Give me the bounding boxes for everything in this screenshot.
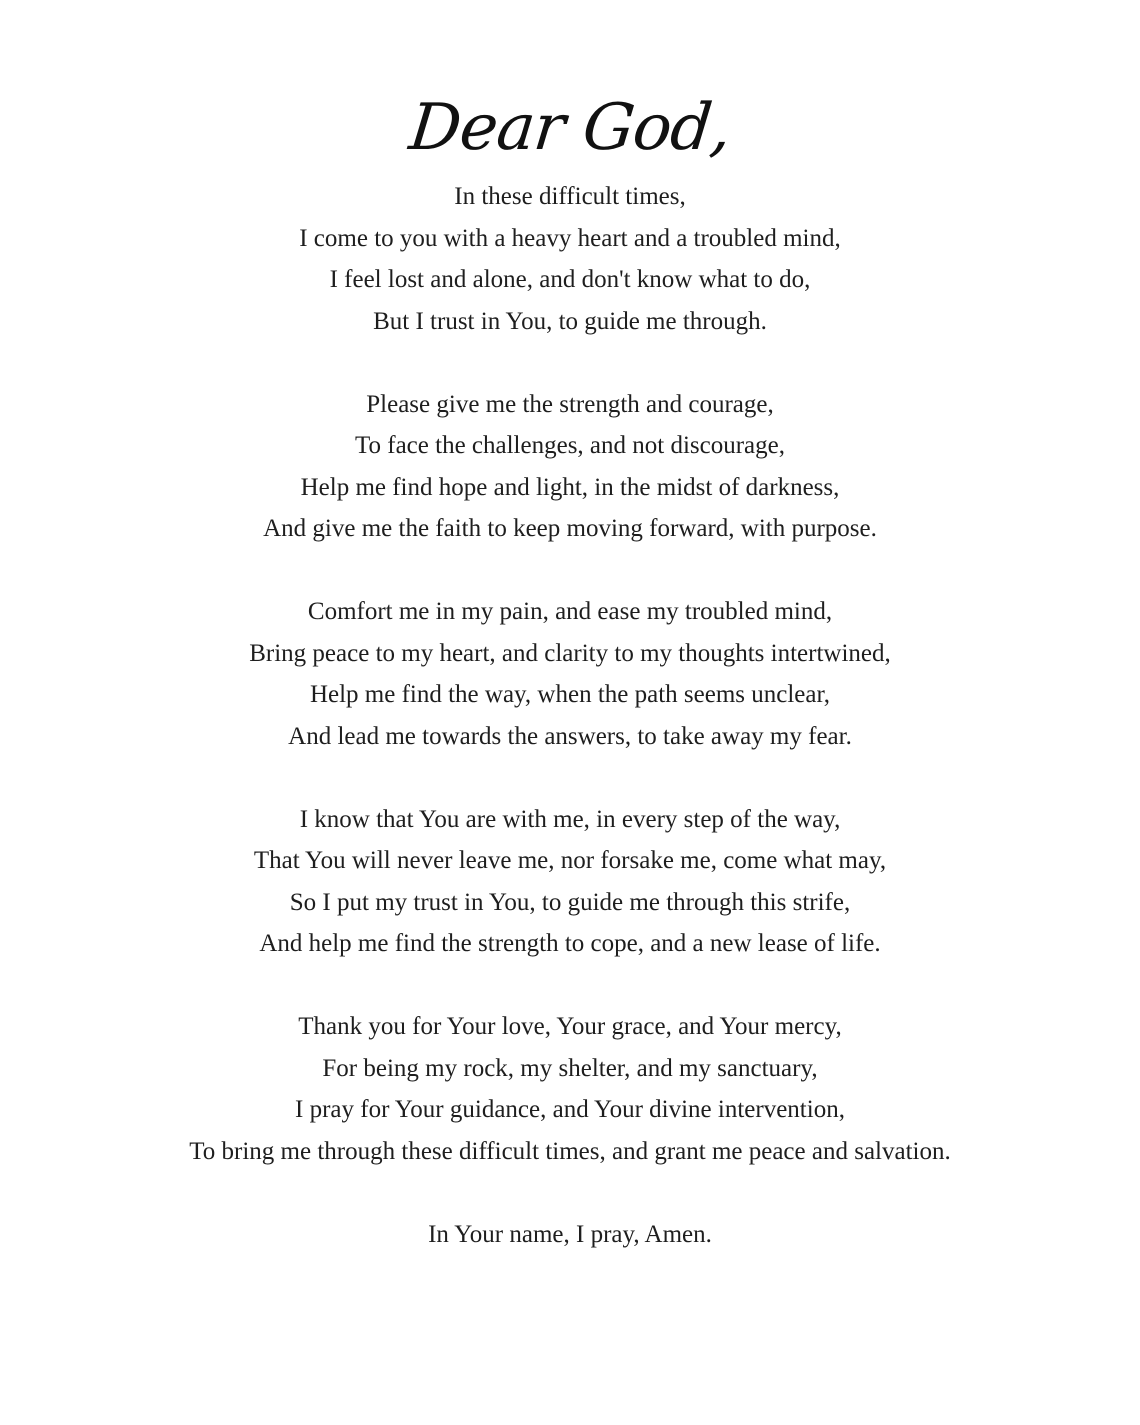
poem-line: I come to you with a heavy heart and a troubled mind, xyxy=(299,224,841,252)
stanza-2 xyxy=(0,384,1140,550)
poem-line: In Your name, I pray, Amen. xyxy=(428,1220,712,1248)
stanza-3 xyxy=(0,591,1140,757)
prayer-body xyxy=(0,176,1140,1297)
poem-line: Help me find hope and light, in the midst of darkness, xyxy=(300,473,840,501)
poem-line: Thank you for Your love, Your grace, and Your mercy, xyxy=(298,1013,842,1040)
poem-line: And give me the faith to keep moving forward, with purpose. xyxy=(263,515,877,542)
poem-line: In these difficult times, xyxy=(454,183,686,210)
poem-line: But I trust in You, to guide me through. xyxy=(373,307,767,335)
poem-line: To face the challenges, and not discourage, xyxy=(354,432,786,459)
page-title: Dear God, xyxy=(405,91,735,165)
stanza-4 xyxy=(0,799,1140,965)
poem-line: So I put my trust in You, to guide me through this strife, xyxy=(289,888,851,916)
poem-line: That You will never leave me, nor forsake me, come what may, xyxy=(253,847,887,874)
closing-line xyxy=(0,1214,1140,1256)
poem-line: I know that You are with me, in every step of the way, xyxy=(299,805,841,833)
poem-line: To bring me through these difficult times, and grant me peace and salvation. xyxy=(189,1137,951,1165)
poem-line: I pray for Your guidance, and Your divine intervention, xyxy=(295,1096,845,1123)
poem-line: Comfort me in my pain, and ease my troubled mind, xyxy=(307,598,833,625)
poem-line: Please give me the strength and courage, xyxy=(366,390,774,418)
poem-line: I feel lost and alone, and don't know what to do, xyxy=(329,266,811,293)
poem-line: Help me find the way, when the path seems unclear, xyxy=(309,681,831,708)
poem-line: And lead me towards the answers, to take away my fear. xyxy=(288,722,852,750)
poem-line: And help me find the strength to cope, and a new lease of life. xyxy=(259,930,881,957)
stanza-5 xyxy=(0,1006,1140,1172)
poem-line: For being my rock, my shelter, and my sanctuary, xyxy=(322,1054,818,1082)
poem-line: Bring peace to my heart, and clarity to my thoughts intertwined, xyxy=(249,639,891,667)
stanza-1 xyxy=(0,176,1140,342)
